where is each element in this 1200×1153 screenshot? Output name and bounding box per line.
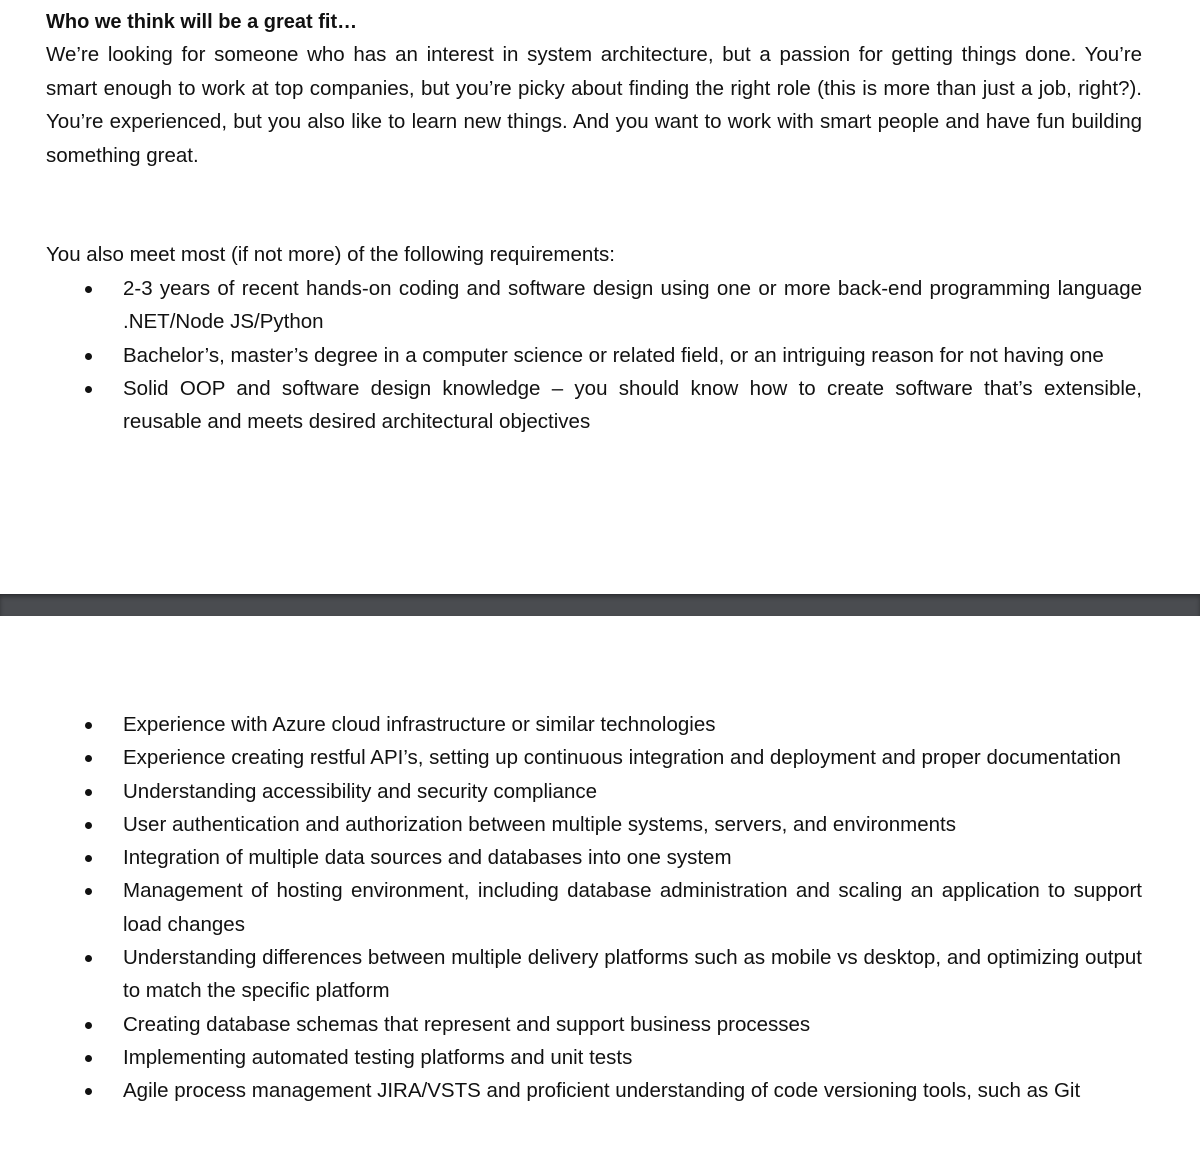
bullet-dot-icon <box>85 855 92 862</box>
list-item <box>76 372 1142 439</box>
bullet-dot-icon <box>85 755 92 762</box>
list-item <box>76 775 1142 808</box>
bullet-dot-icon <box>85 353 92 360</box>
list-item-text: Bachelor’s, master’s degree in a computer science or related field, or an intriguing reason for not having one <box>123 343 1104 367</box>
bullet-dot-icon <box>85 955 92 962</box>
list-item <box>76 1008 1142 1041</box>
list-item-text: Agile process management JIRA/VSTS and proficient understanding of code versioning tools, such as Git <box>123 1079 1081 1103</box>
list-item <box>76 941 1142 1008</box>
list-item-text: Experience with Azure cloud infrastructure or similar technologies <box>123 713 716 736</box>
list-item-text: Understanding accessibility and security compliance <box>123 779 598 803</box>
bullet-dot-icon <box>85 789 92 796</box>
requirements-list-page-2 <box>76 708 1142 1108</box>
list-item-text: User authentication and authorization between multiple systems, servers, and environments <box>123 812 956 836</box>
list-item <box>76 841 1142 874</box>
list-item-text: Integration of multiple data sources and databases into one system <box>123 846 732 870</box>
list-item-text: Solid OOP and software design knowledge – you should know how to create software that’s extensible, reusable and meets desired architectural objectives <box>123 376 1142 434</box>
bullet-dot-icon <box>85 386 92 393</box>
list-item-text: Experience creating restful API’s, setting up continuous integration and deployment and proper documentation <box>123 746 1121 770</box>
list-item <box>76 339 1142 372</box>
list-item <box>76 808 1142 841</box>
section-heading: Who we think will be a great fit… <box>46 11 358 33</box>
list-item <box>76 272 1142 339</box>
list-item <box>76 708 1142 741</box>
requirements-list-page-1 <box>76 272 1142 438</box>
document-page-2 <box>0 616 1200 1153</box>
list-item <box>76 1074 1142 1107</box>
requirements-intro: You also meet most (if not more) of the following requirements: <box>46 243 615 266</box>
intro-paragraph: We’re looking for someone who has an interest in system architecture, but a passion for getting things done. You’re smart enough to work at top companies, but you’re picky about finding the right role (this is more than just a job, right?). You’re experienced, but you also like to learn new things. And you want to work with smart people and have fun building something great. <box>46 43 1142 167</box>
list-item-text: Understanding differences between multiple delivery platforms such as mobile vs desktop, and optimizing output to match the specific platform <box>123 946 1142 1003</box>
bullet-dot-icon <box>85 888 92 895</box>
list-item-text: Management of hosting environment, including database administration and scaling an application to support load changes <box>123 879 1142 936</box>
bullet-dot-icon <box>85 286 92 293</box>
list-item-text: Creating database schemas that represent and support business processes <box>123 1012 811 1036</box>
list-item <box>76 741 1142 774</box>
bullet-dot-icon <box>85 1022 92 1029</box>
list-item-text: 2-3 years of recent hands-on coding and software design using one or more back-end programming language .NET/Node JS/Python <box>123 277 1142 334</box>
bullet-dot-icon <box>85 1088 92 1095</box>
bullet-dot-icon <box>85 722 92 729</box>
list-item <box>76 874 1142 941</box>
page-break-separator <box>0 594 1200 617</box>
bullet-dot-icon <box>85 1055 92 1062</box>
list-item <box>76 1041 1142 1074</box>
list-item-text: Implementing automated testing platforms and unit tests <box>123 1045 633 1069</box>
bullet-dot-icon <box>85 822 92 829</box>
